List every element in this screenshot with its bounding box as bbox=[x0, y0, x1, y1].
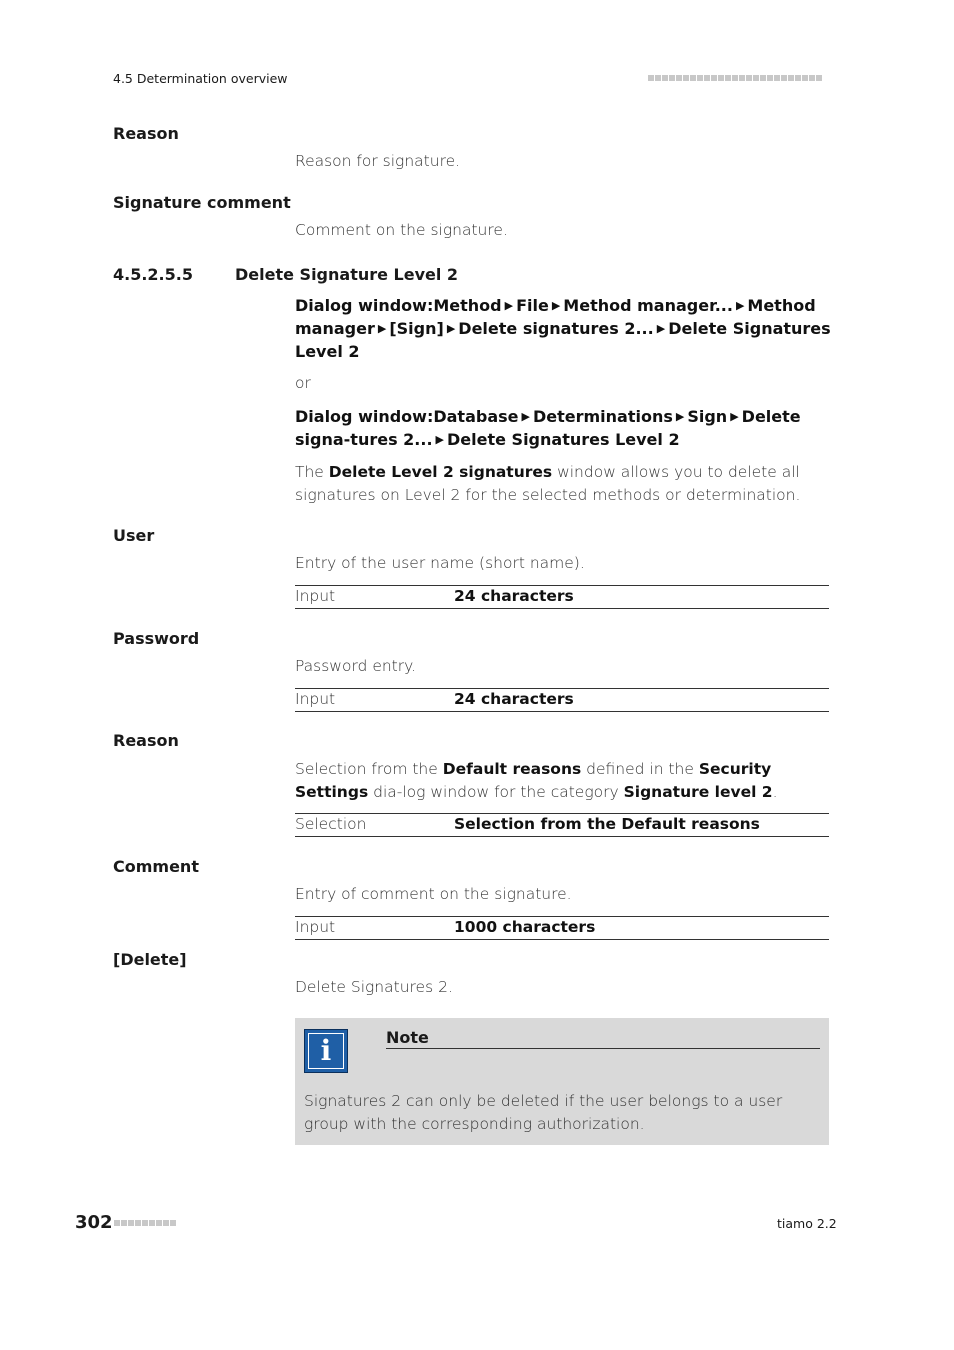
triangle-right-icon: ▶ bbox=[551, 299, 561, 312]
info-icon: i bbox=[304, 1029, 348, 1073]
spec-key: Input bbox=[295, 690, 336, 708]
term-delete-description: Delete Signatures 2. bbox=[295, 978, 453, 996]
spec-key: Input bbox=[295, 587, 336, 605]
spec-key: Input bbox=[295, 918, 336, 936]
term-comment: Comment bbox=[113, 857, 199, 876]
path-item: File bbox=[516, 296, 549, 315]
comment-input-spec bbox=[295, 916, 829, 940]
or-text: or bbox=[295, 374, 311, 392]
note-text: Signatures 2 can only be deleted if the user belongs to a user group with the corresponding authorization. bbox=[304, 1092, 783, 1133]
user-input-spec bbox=[295, 585, 829, 609]
term-reason: Reason bbox=[113, 124, 179, 143]
triangle-right-icon: ▶ bbox=[675, 410, 685, 423]
path-item: Delete signa-tures 2... bbox=[295, 407, 801, 449]
path-item: Dialog window:Method bbox=[295, 296, 502, 315]
triangle-right-icon: ▶ bbox=[730, 410, 739, 423]
term-reason-description: Reason for signature. bbox=[295, 152, 461, 170]
path-item: Sign bbox=[687, 407, 728, 426]
term-user: User bbox=[113, 526, 155, 545]
triangle-right-icon: ▶ bbox=[377, 322, 387, 335]
menu-path-method bbox=[295, 294, 835, 363]
page-number: 302 bbox=[75, 1212, 113, 1233]
spec-value: 24 characters bbox=[454, 690, 574, 708]
note-box bbox=[295, 1018, 829, 1145]
path-item: Method manager... bbox=[563, 296, 733, 315]
triangle-right-icon: ▶ bbox=[656, 322, 666, 335]
note-title: Note bbox=[386, 1028, 820, 1049]
term-password-description: Password entry. bbox=[295, 657, 417, 675]
path-item: Method manager bbox=[295, 296, 816, 338]
section-number: 4.5.2.5.5 bbox=[113, 265, 193, 284]
term-comment-description: Entry of comment on the signature. bbox=[295, 885, 572, 903]
term-signature-comment-description: Comment on the signature. bbox=[295, 221, 508, 239]
triangle-right-icon: ▶ bbox=[521, 410, 530, 423]
path-item: Delete Signatures Level 2 bbox=[295, 319, 831, 361]
spec-key: Selection bbox=[295, 815, 367, 833]
section-intro: The Delete Level 2 signatures window allows you to delete all signatures on Level 2 for the selected methods or determination. bbox=[295, 463, 801, 504]
path-item: Delete signatures 2... bbox=[458, 319, 654, 338]
term-reason-selection-description: Selection from the Default reasons defined in the Security Settings dia-log window for the category Signature level 2. bbox=[295, 760, 778, 801]
path-item: Delete Signatures Level 2 bbox=[447, 430, 680, 449]
term-reason-selection: Reason bbox=[113, 731, 179, 750]
menu-path-database bbox=[295, 405, 831, 451]
triangle-right-icon: ▶ bbox=[735, 299, 745, 312]
triangle-right-icon: ▶ bbox=[504, 299, 514, 312]
path-item: Determinations bbox=[532, 407, 673, 426]
path-item: [Sign] bbox=[389, 319, 444, 338]
term-delete: [Delete] bbox=[113, 950, 187, 969]
term-user-description: Entry of the user name (short name). bbox=[295, 554, 585, 572]
product-name: tiamo 2.2 bbox=[777, 1216, 837, 1231]
path-item: Dialog window:Database bbox=[295, 407, 519, 426]
footer-decoration-dots bbox=[114, 1220, 176, 1226]
password-input-spec bbox=[295, 688, 829, 712]
spec-value: 24 characters bbox=[454, 587, 574, 605]
spec-value: 1000 characters bbox=[454, 918, 596, 936]
running-header: 4.5 Determination overview bbox=[113, 71, 288, 86]
triangle-right-icon: ▶ bbox=[435, 433, 444, 446]
section-title: Delete Signature Level 2 bbox=[235, 265, 459, 284]
term-password: Password bbox=[113, 629, 200, 648]
reason-selection-spec bbox=[295, 813, 829, 837]
header-decoration-dots bbox=[648, 75, 822, 81]
triangle-right-icon: ▶ bbox=[446, 322, 456, 335]
term-signature-comment: Signature comment bbox=[113, 193, 291, 212]
spec-value: Selection from the Default reasons bbox=[454, 815, 760, 833]
